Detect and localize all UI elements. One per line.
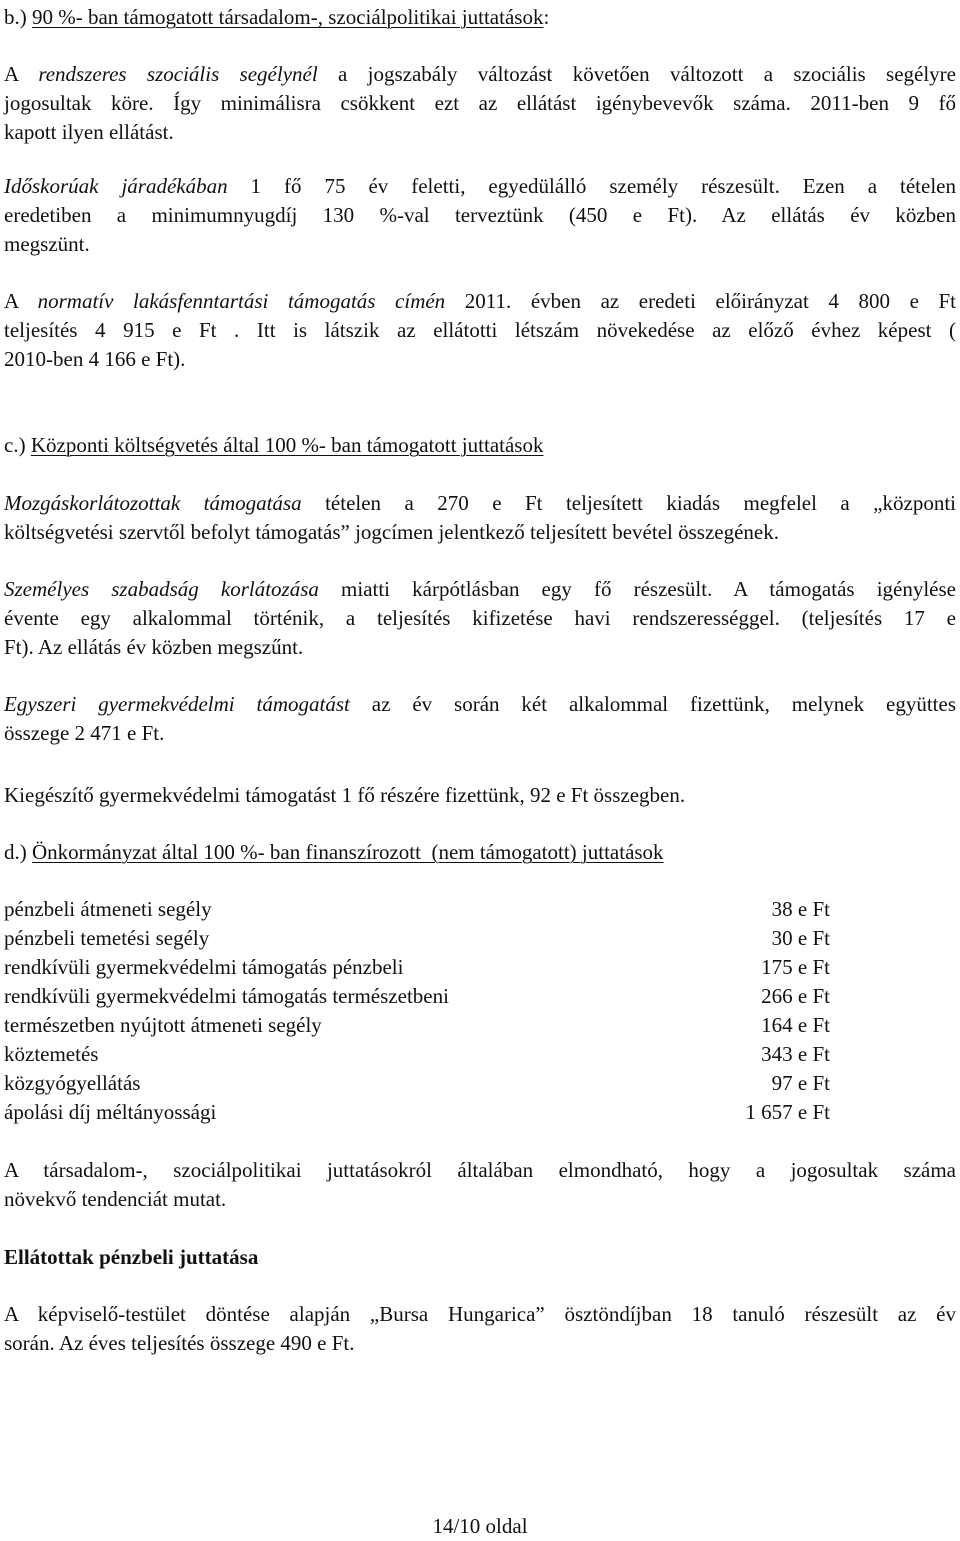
section-b-heading xyxy=(4,3,549,32)
item-amount: 38 e Ft xyxy=(771,897,830,921)
item-amount: 30 e Ft xyxy=(771,926,830,950)
section-prefix: c.) xyxy=(4,433,31,457)
page-number: 14/10 oldal xyxy=(432,1514,528,1538)
item-amount: 343 e Ft xyxy=(761,1042,830,1066)
section-c-heading xyxy=(4,431,543,460)
emphasis-term: Személyes szabadság korlátozása xyxy=(4,577,319,601)
item-label: pénzbeli átmeneti segély xyxy=(4,897,212,921)
emphasis-term: Mozgáskorlátozottak támogatása xyxy=(4,491,302,515)
emphasis-term: Időskorúak járadékában xyxy=(4,174,228,198)
item-label: rendkívüli gyermekvédelmi támogatás természetbeni xyxy=(4,984,449,1008)
paragraph-line: költségvetési szervtől befolyt támogatás” jogcímen jelentkező teljesített bevétel összegének. xyxy=(4,520,779,544)
paragraph-line: Kiegészítő gyermekvédelmi támogatást 1 fő részére fizettünk, 92 e Ft összegben. xyxy=(4,783,686,807)
paragraph-line: során. Az éves teljesítés összege 490 e Ft. xyxy=(4,1331,355,1355)
paragraph-line: Időskorúak járadékában 1 fő 75 év feletti, egyedülálló személy részesült. Ezen a tételen xyxy=(4,174,956,198)
paragraph-line: összege 2 471 e Ft. xyxy=(4,721,165,745)
document-page xyxy=(4,0,956,1537)
paragraph-line: évente egy alkalommal történik, a teljesítés kifizetése havi rendszerességgel. (teljesítés 17 e xyxy=(4,606,956,630)
section-prefix: b.) xyxy=(4,5,32,29)
paragraph-line: 2010-ben 4 166 e Ft). xyxy=(4,347,186,371)
item-amount: 1 657 e Ft xyxy=(745,1100,830,1124)
item-label: ápolási díj méltányossági xyxy=(4,1100,217,1124)
emphasis-term: rendszeres szociális segélynél xyxy=(38,62,318,86)
paragraph-line: Egyszeri gyermekvédelmi támogatást az év során két alkalommal fizettünk, melynek együttes xyxy=(4,692,956,716)
paragraph-line: A társadalom-, szociálpolitikai juttatásokról általában elmondható, hogy a jogosultak száma xyxy=(4,1158,956,1182)
emphasis-term: Egyszeri gyermekvédelmi támogatást xyxy=(4,692,350,716)
paragraph-line: növekvő tendenciát mutat. xyxy=(4,1187,227,1211)
section-suffix: : xyxy=(543,5,550,29)
paragraph-line: Mozgáskorlátozottak támogatása tételen a 270 e Ft teljesített kiadás megfelel a „központi xyxy=(4,491,956,515)
item-label: természetben nyújtott átmeneti segély xyxy=(4,1013,322,1037)
paragraph-line: Személyes szabadság korlátozása miatti kárpótlásban egy fő részesült. A támogatás igénylése xyxy=(4,577,956,601)
section-title: Központi költségvetés által 100 %- ban támogatott juttatások xyxy=(30,433,544,457)
paragraph-line: A rendszeres szociális segélynél a jogszabály változást követően változott a szociális segélyre xyxy=(4,62,956,86)
paragraph-line: A normatív lakásfenntartási támogatás címén 2011. évben az eredeti előirányzat 4 800 e Ft xyxy=(4,289,956,313)
section-e-heading: Ellátottak pénzbeli juttatása xyxy=(4,1245,259,1269)
emphasis-term: normatív lakásfenntartási támogatás címén xyxy=(37,289,446,313)
paragraph-line: A képviselő-testület döntése alapján „Bursa Hungarica” ösztöndíjban 18 tanuló részesült az év xyxy=(4,1302,956,1326)
item-label: közgyógyellátás xyxy=(4,1071,141,1095)
section-title: Önkormányzat által 100 %- ban finanszírozott (nem támogatott) juttatások xyxy=(32,840,664,864)
section-title: 90 %- ban támogatott társadalom-, szociálpolitikai juttatások xyxy=(32,5,544,29)
item-label: rendkívüli gyermekvédelmi támogatás pénzbeli xyxy=(4,955,404,979)
item-label: köztemetés xyxy=(4,1042,99,1066)
item-amount: 97 e Ft xyxy=(771,1071,830,1095)
paragraph-line: kapott ilyen ellátást. xyxy=(4,120,174,144)
paragraph-line: jogosultak köre. Így minimálisra csökkent ezt az ellátást igénybevevők száma. 2011-ben 9 fő xyxy=(4,91,956,115)
paragraph-line: Ft). Az ellátás év közben megszűnt. xyxy=(4,635,304,659)
paragraph-line: teljesítés 4 915 e Ft . Itt is látszik az ellátotti létszám növekedése az előző évhez képest ( xyxy=(4,318,956,342)
item-amount: 164 e Ft xyxy=(761,1013,830,1037)
item-amount: 175 e Ft xyxy=(761,955,830,979)
paragraph-line: eredetiben a minimumnyugdíj 130 %-val terveztünk (450 e Ft). Az ellátás év közben xyxy=(4,203,956,227)
section-d-heading xyxy=(4,838,664,867)
item-label: pénzbeli temetési segély xyxy=(4,926,210,950)
item-amount: 266 e Ft xyxy=(761,984,830,1008)
section-prefix: d.) xyxy=(4,840,32,864)
paragraph-line: megszünt. xyxy=(4,232,90,256)
